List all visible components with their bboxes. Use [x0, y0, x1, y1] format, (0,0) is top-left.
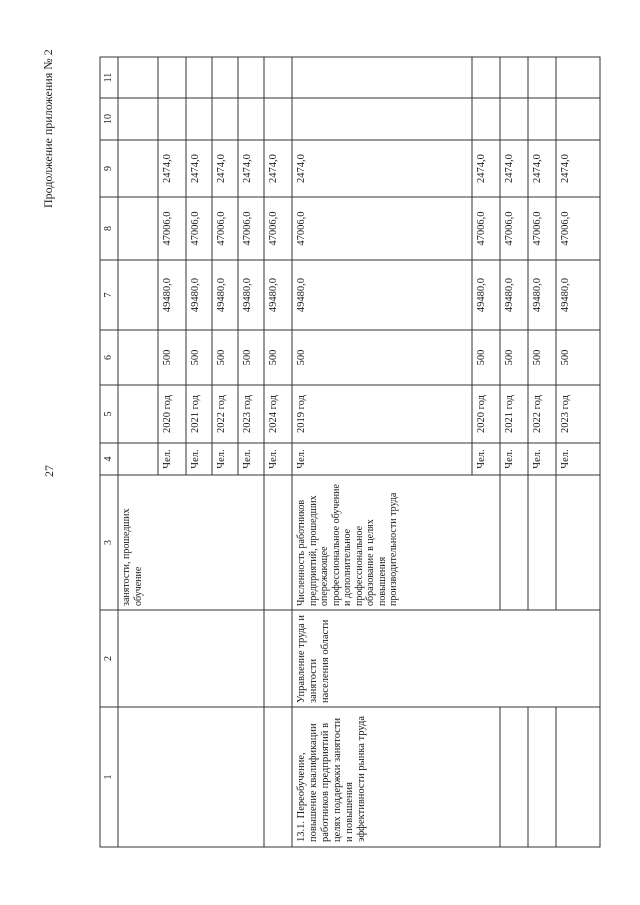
row-2019-col9: 2474,0: [296, 154, 307, 183]
row-2023-col9: 2474,0: [560, 154, 571, 183]
col-header-7: 7: [103, 292, 114, 298]
row-2022-year: 2022 год: [532, 395, 543, 433]
continuation-note: Продолжение приложения № 2: [41, 49, 55, 208]
row-2023-col7: 49480,0: [560, 277, 571, 313]
row-2020-col8: 47006,0: [476, 211, 487, 246]
prev-row-1-col7: 49480,0: [162, 277, 173, 313]
prev-row-1-col9: 2474,0: [162, 154, 173, 183]
row-2023-unit: Чел.: [560, 449, 571, 469]
col-header-6: 6: [103, 355, 114, 360]
prev-row-4-col9: 2474,0: [242, 154, 253, 183]
prev-row-2-col6: 500: [190, 349, 201, 366]
prev-row-2-col8: 47006,0: [190, 211, 201, 246]
row-2019-col7: 49480,0: [296, 277, 307, 313]
col-header-4: 4: [103, 456, 114, 462]
prev-row-5-col9: 2474,0: [268, 154, 279, 183]
prev-row-2-col9: 2474,0: [190, 154, 201, 183]
prev-row-4-unit: Чел.: [242, 449, 253, 469]
prev-row-3-unit: Чел.: [216, 449, 227, 469]
col-header-11: 11: [103, 72, 114, 83]
prev-row-5-col8: 47006,0: [268, 211, 279, 246]
row-2019-col8: 47006,0: [296, 211, 307, 246]
row-2020-unit: Чел.: [476, 449, 487, 469]
row-2019-col6: 500: [296, 349, 307, 366]
col-header-1: 1: [103, 774, 114, 780]
col-header-2: 2: [103, 656, 114, 661]
row-2022-col8: 47006,0: [532, 211, 543, 246]
row-2021-year: 2021 год: [504, 395, 515, 433]
col-header-3: 3: [103, 540, 114, 545]
row-2021-col8: 47006,0: [504, 211, 515, 246]
prev-row-5-col7: 49480,0: [268, 277, 279, 313]
prev-row-4-col7: 49480,0: [242, 277, 253, 313]
row-2021-col9: 2474,0: [504, 154, 515, 183]
prev-row-1-col8: 47006,0: [162, 211, 173, 246]
row-2022-col9: 2474,0: [532, 154, 543, 183]
prev-row-2-unit: Чел.: [190, 449, 201, 469]
prev-row-3-col7: 49480,0: [216, 277, 227, 313]
prev-row-1-unit: Чел.: [162, 449, 173, 469]
prev-row-5-unit: Чел.: [268, 449, 279, 469]
col-header-10: 10: [103, 114, 114, 124]
row-2019-year: 2019 год: [296, 395, 307, 433]
row-2023-col8: 47006,0: [560, 211, 571, 246]
prev-row-4-col6: 500: [242, 349, 253, 366]
prev-row-3-col9: 2474,0: [216, 154, 227, 183]
row-2020-col9: 2474,0: [476, 154, 487, 183]
prev-row-5-col6: 500: [268, 349, 279, 366]
prev-row-3-col6: 500: [216, 349, 227, 366]
indicator-text: Численность работников предприятий, прошедших опережающее профессиональное обучение и дополнительное профессиональное образование в целях повышения производительности труда: [296, 484, 399, 606]
prev-row-1-year: 2020 год: [162, 395, 173, 433]
row-2020-col7: 49480,0: [476, 277, 487, 313]
row-2023-year: 2023 год: [560, 395, 571, 433]
col-header-8: 8: [103, 226, 114, 231]
row-2021-unit: Чел.: [504, 449, 515, 469]
row-2020-col6: 500: [476, 349, 487, 366]
prev-row-1-col6: 500: [162, 349, 173, 366]
row-2022-col7: 49480,0: [532, 277, 543, 313]
prev-row-5-year: 2024 год: [268, 395, 279, 433]
col-header-5: 5: [103, 411, 114, 417]
prev-row-4-col8: 47006,0: [242, 211, 253, 246]
row-2022-col6: 500: [532, 349, 543, 366]
row-2020-year: 2020 год: [476, 395, 487, 433]
page-number: 27: [42, 465, 56, 477]
row-2019-unit: Чел.: [296, 449, 307, 469]
executor-text: Управление труда и занятости населения области: [296, 615, 331, 703]
row-2021-col7: 49480,0: [504, 277, 515, 313]
row-2022-unit: Чел.: [532, 449, 543, 469]
prev-row-4-year: 2023 год: [242, 395, 253, 433]
activity-text: 13.1. Переобучение, повышение квалификации работников предприятий в целях поддержки занятости и повышения эффективности рынка труда: [296, 716, 367, 842]
prev-row-3-col8: 47006,0: [216, 211, 227, 246]
prev-indicator: занятости, прошедших обучение: [121, 508, 144, 606]
prev-row-3-year: 2022 год: [216, 395, 227, 433]
row-2021-col6: 500: [504, 349, 515, 366]
prev-row-2-year: 2021 год: [190, 395, 201, 433]
col-header-9: 9: [103, 166, 114, 171]
row-2023-col6: 500: [560, 349, 571, 366]
prev-row-2-col7: 49480,0: [190, 277, 201, 313]
